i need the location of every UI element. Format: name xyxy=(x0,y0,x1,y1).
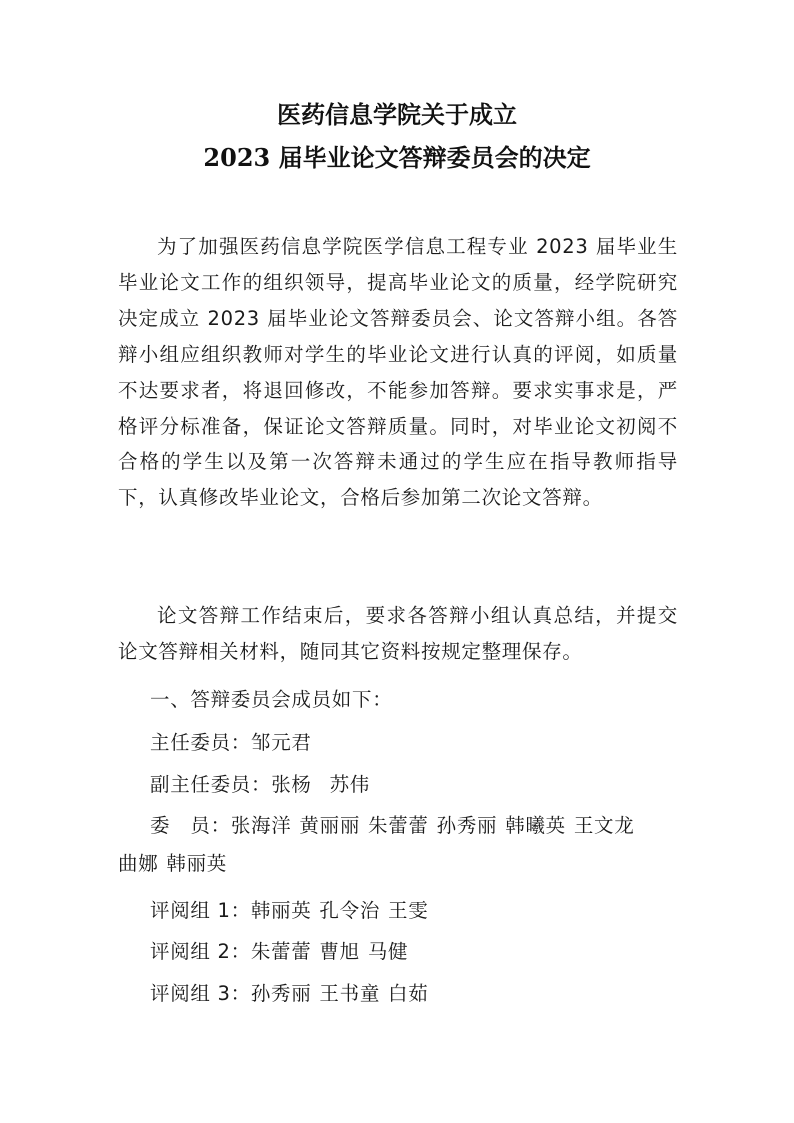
vice-director-name: 苏伟 xyxy=(329,773,371,796)
member-name: 朱蕾蕾 xyxy=(368,814,429,837)
member-name: 张海洋 xyxy=(230,814,292,837)
director-name: 邹元君 xyxy=(251,731,312,754)
member-name: 黄丽丽 xyxy=(299,814,361,837)
reviewer-name: 韩丽英 xyxy=(250,899,312,922)
section-heading: 一、答辩委员会成员如下： xyxy=(150,688,393,711)
vice-director-label: 副主任委员： xyxy=(150,773,272,796)
vice-director-line xyxy=(150,767,370,803)
reviewer-name: 马健 xyxy=(367,940,409,963)
director-line xyxy=(150,725,312,761)
member-name: 孙秀丽 xyxy=(436,814,498,837)
vice-director-name: 张杨 xyxy=(271,773,312,796)
review-group-label: 评阅组 3： xyxy=(150,982,251,1005)
member-name: 王文龙 xyxy=(573,814,635,837)
review-group-3-line xyxy=(150,976,428,1012)
reviewer-name: 曹旭 xyxy=(319,940,360,963)
reviewer-name: 王书童 xyxy=(319,982,381,1005)
paragraph-intro: 为了加强医药信息学院医学信息工程专业 2023 届毕业生毕业论文工作的组织领导，提高毕业论文的质量，经学院研究决定成立 2023 届毕业论文答辩委员会、论文答辩小组。各答辩小组应组织教师对学生的毕业论文进行认真的评阅，如质量不达要求者，将退回修改，不能参加答辩。要求实事求是，严格评分标准备，保证论文答辩质量。同时，对毕业论文初阅不合格的学生以及第一次答辩未通过的学生应在指导教师指导下，认真修改毕业论文，合格后参加第二次论文答辩。 xyxy=(118,235,678,510)
review-group-label: 评阅组 1： xyxy=(150,899,251,922)
member-name: 韩丽英 xyxy=(166,852,228,875)
review-group-label: 评阅组 2： xyxy=(150,940,251,963)
review-group-1-line xyxy=(150,893,428,929)
reviewer-name: 王雯 xyxy=(388,899,429,922)
director-label: 主任委员： xyxy=(150,731,252,754)
members-line xyxy=(150,808,634,844)
reviewer-name: 白茹 xyxy=(388,982,429,1005)
members-label: 委 员： xyxy=(150,814,231,837)
document-title-line-2: 2023 届毕业论文答辩委员会的决定 xyxy=(203,143,591,172)
member-name: 曲娜 xyxy=(118,852,159,875)
paragraph-summary: 论文答辩工作结束后，要求各答辩小组认真总结，并提交论文答辩相关材料，随同其它资料按规定整理保存。 xyxy=(118,604,678,663)
member-name: 韩曦英 xyxy=(505,814,566,837)
members-line-continued xyxy=(118,846,227,882)
reviewer-name: 孔令治 xyxy=(319,899,381,922)
document-title-line-1: 医药信息学院关于成立 xyxy=(277,100,517,129)
reviewer-name: 孙秀丽 xyxy=(250,982,312,1005)
reviewer-name: 朱蕾蕾 xyxy=(250,940,312,963)
review-group-2-line xyxy=(150,934,408,970)
